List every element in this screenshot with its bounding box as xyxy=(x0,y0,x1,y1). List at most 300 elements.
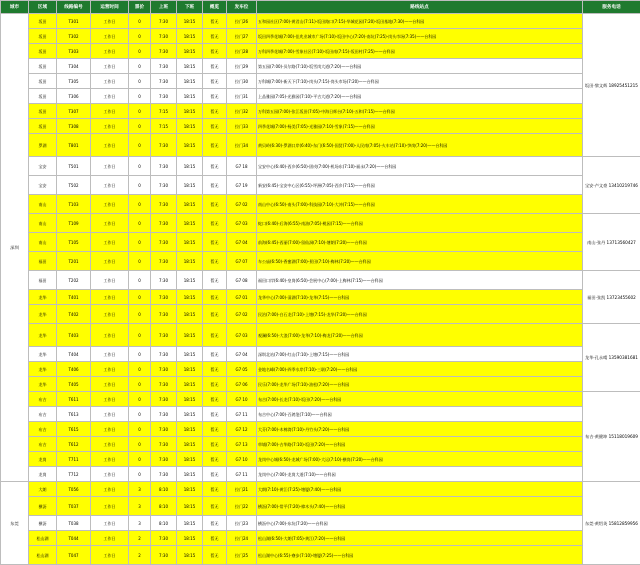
pm-cell: 18:15 xyxy=(177,377,203,392)
days-cell: 工作日 xyxy=(91,233,129,252)
table-row xyxy=(1,422,640,437)
contact-cell: 福田·张凯 13723455602 xyxy=(583,271,640,324)
line-cell: T406 xyxy=(57,362,91,377)
route-cell: 龙华中心(7:00)-清湖(7:10)-龙华(7:15)——台科园 xyxy=(257,290,583,305)
slot-cell: G7 07 xyxy=(227,252,257,271)
fare-cell: 0 xyxy=(129,89,151,104)
table-row xyxy=(1,14,640,29)
area-cell: 龙华 xyxy=(29,290,57,305)
slot-cell: 拉门21 xyxy=(227,482,257,497)
slot-cell: G7 10 xyxy=(227,452,257,467)
days-cell: 工作日 xyxy=(91,497,129,516)
pm-cell: 18:15 xyxy=(177,407,203,422)
status-cell: 暂无 xyxy=(203,157,227,176)
line-cell: T105 xyxy=(57,233,91,252)
header-line: 线路编号 xyxy=(57,1,91,14)
pm-cell: 18:15 xyxy=(177,467,203,482)
header-status: 概览 xyxy=(203,1,227,14)
route-cell: 前海(6:45)-西丽(7:00)-留仙洞(7:10)-塘朗(7:20)——台科园 xyxy=(257,233,583,252)
route-cell: 大朗(7:10)-黄江(7:25)-塘厦(7:40)——台科园 xyxy=(257,482,583,497)
slot-cell: 拉门24 xyxy=(227,531,257,546)
table-row xyxy=(1,176,640,195)
city-cell: 深圳 xyxy=(1,14,29,482)
route-cell: 龙岗中心(7:00)-龙岗大道(7:10)——台科园 xyxy=(257,467,583,482)
area-cell: 宝安 xyxy=(29,176,57,195)
fare-cell: 0 xyxy=(129,407,151,422)
days-cell: 工作日 xyxy=(91,89,129,104)
slot-cell: 拉门34 xyxy=(227,134,257,157)
area-cell: 龙华 xyxy=(29,324,57,347)
table-row xyxy=(1,531,640,546)
fare-cell: 0 xyxy=(129,252,151,271)
fare-cell: 0 xyxy=(129,214,151,233)
area-cell: 龙岗 xyxy=(29,452,57,467)
line-cell: T611 xyxy=(57,392,91,407)
fare-cell: 0 xyxy=(129,392,151,407)
table-row xyxy=(1,377,640,392)
days-cell: 工作日 xyxy=(91,214,129,233)
slot-cell: 拉门27 xyxy=(227,29,257,44)
status-cell: 暂无 xyxy=(203,347,227,362)
slot-cell: 拉门33 xyxy=(227,119,257,134)
slot-cell: 拉门31 xyxy=(227,89,257,104)
area-cell: 松山湖 xyxy=(29,531,57,546)
am-cell: 7:30 xyxy=(151,233,177,252)
fare-cell: 0 xyxy=(129,104,151,119)
pm-cell: 18:15 xyxy=(177,195,203,214)
line-cell: T501 xyxy=(57,157,91,176)
status-cell: 暂无 xyxy=(203,497,227,516)
area-cell: 坂田 xyxy=(29,89,57,104)
table-row xyxy=(1,157,640,176)
days-cell: 工作日 xyxy=(91,119,129,134)
slot-cell: G7 06 xyxy=(227,377,257,392)
line-cell: T044 xyxy=(57,531,91,546)
pm-cell: 18:15 xyxy=(177,29,203,44)
fare-cell: 0 xyxy=(129,324,151,347)
header-fare: 票价 xyxy=(129,1,151,14)
slot-cell: 拉门30 xyxy=(227,74,257,89)
status-cell: 暂无 xyxy=(203,195,227,214)
status-cell: 暂无 xyxy=(203,516,227,531)
area-cell: 龙华 xyxy=(29,347,57,362)
status-cell: 暂无 xyxy=(203,290,227,305)
fare-cell: 0 xyxy=(129,362,151,377)
area-cell: 坂田 xyxy=(29,44,57,59)
status-cell: 暂无 xyxy=(203,271,227,290)
table-row xyxy=(1,467,640,482)
route-cell: 布吉中心(7:00)-百鸽笼(7:10)——台科园 xyxy=(257,407,583,422)
table-row xyxy=(1,497,640,516)
status-cell: 暂无 xyxy=(203,214,227,233)
line-cell: T038 xyxy=(57,516,91,531)
fare-cell: 0 xyxy=(129,44,151,59)
fare-cell: 0 xyxy=(129,290,151,305)
am-cell: 7:30 xyxy=(151,89,177,104)
area-cell: 布吉 xyxy=(29,437,57,452)
area-cell: 大朗 xyxy=(29,482,57,497)
days-cell: 工作日 xyxy=(91,324,129,347)
table-row xyxy=(1,214,640,233)
am-cell: 7:30 xyxy=(151,362,177,377)
pm-cell: 18:15 xyxy=(177,497,203,516)
fare-cell: 2 xyxy=(129,531,151,546)
line-cell: T613 xyxy=(57,407,91,422)
area-cell: 布吉 xyxy=(29,392,57,407)
route-cell: 南山中心(6:50)-南头(7:00)-科技园(7:10)-大冲(7:15)——台科园 xyxy=(257,195,583,214)
line-cell: T103 xyxy=(57,195,91,214)
days-cell: 工作日 xyxy=(91,44,129,59)
pm-cell: 18:15 xyxy=(177,233,203,252)
days-cell: 工作日 xyxy=(91,74,129,89)
slot-cell: G7 08 xyxy=(227,271,257,290)
header-days: 运营时间 xyxy=(91,1,129,14)
am-cell: 7:30 xyxy=(151,59,177,74)
line-cell: T612 xyxy=(57,437,91,452)
route-cell: 宝安中心(6:40)-西乡(6:50)-固戍(7:00)-机场东(7:10)-福永(7:20)——台科园 xyxy=(257,157,583,176)
route-cell: 龙岗中心城(6:50)-龙城广场(7:00)-大运(7:10)-横岗(7:20)——台科园 xyxy=(257,452,583,467)
table-row xyxy=(1,324,640,347)
line-cell: T047 xyxy=(57,546,91,565)
area-cell: 坂田 xyxy=(29,59,57,74)
days-cell: 工作日 xyxy=(91,104,129,119)
pm-cell: 18:15 xyxy=(177,214,203,233)
am-cell: 7:30 xyxy=(151,44,177,59)
fare-cell: 0 xyxy=(129,119,151,134)
days-cell: 工作日 xyxy=(91,252,129,271)
fare-cell: 0 xyxy=(129,29,151,44)
days-cell: 工作日 xyxy=(91,271,129,290)
days-cell: 工作日 xyxy=(91,407,129,422)
slot-cell: G7 02 xyxy=(227,195,257,214)
am-cell: 7:30 xyxy=(151,546,177,565)
table-row xyxy=(1,271,640,290)
area-cell: 松山湖 xyxy=(29,546,57,565)
slot-cell: 拉门26 xyxy=(227,14,257,29)
fare-cell: 0 xyxy=(129,305,151,324)
status-cell: 暂无 xyxy=(203,176,227,195)
route-cell: 五和园社区(7:00)-黄君山(7:11)-坂田路口(7:15)-华城花园(7:20)-坂田基地(7:30)——台科园 xyxy=(257,14,583,29)
route-cell: 松山湖(6:50)-大朗(7:05)-黄江(7:20)——台科园 xyxy=(257,531,583,546)
fare-cell: 0 xyxy=(129,233,151,252)
table-row xyxy=(1,29,640,44)
line-cell: T402 xyxy=(57,305,91,324)
line-cell: T056 xyxy=(57,482,91,497)
fare-cell: 0 xyxy=(129,271,151,290)
schedule-body xyxy=(1,14,640,565)
line-cell: T201 xyxy=(57,252,91,271)
days-cell: 工作日 xyxy=(91,176,129,195)
route-cell: 布吉(7:00)-长龙(7:10)-坂田(7:20)——台科园 xyxy=(257,392,583,407)
fare-cell: 0 xyxy=(129,134,151,157)
table-row xyxy=(1,362,640,377)
fare-cell: 2 xyxy=(129,546,151,565)
area-cell: 坂田 xyxy=(29,29,57,44)
days-cell: 工作日 xyxy=(91,157,129,176)
status-cell: 暂无 xyxy=(203,422,227,437)
line-cell: T404 xyxy=(57,347,91,362)
route-cell: 民治(7:00)-白石龙(7:10)-上塘(7:15)-龙华(7:20)——台科园 xyxy=(257,305,583,324)
am-cell: 7:30 xyxy=(151,29,177,44)
am-cell: 7:30 xyxy=(151,407,177,422)
pm-cell: 18:15 xyxy=(177,89,203,104)
pm-cell: 18:15 xyxy=(177,59,203,74)
header-row xyxy=(1,1,640,14)
fare-cell: 0 xyxy=(129,157,151,176)
table-row xyxy=(1,59,640,74)
area-cell: 南山 xyxy=(29,195,57,214)
area-cell: 龙岗 xyxy=(29,467,57,482)
route-cell: 车公庙(6:50)-香蜜湖(7:00)-景田(7:10)-梅林(7:20)——台科园 xyxy=(257,252,583,271)
days-cell: 工作日 xyxy=(91,29,129,44)
status-cell: 暂无 xyxy=(203,74,227,89)
status-cell: 暂无 xyxy=(203,119,227,134)
slot-cell: 拉门32 xyxy=(227,104,257,119)
line-cell: T302 xyxy=(57,29,91,44)
am-cell: 7:30 xyxy=(151,305,177,324)
route-cell: 第五园(7:00)-贝尔路(7:10)-坂雪岗大道(7:20)——台科园 xyxy=(257,59,583,74)
area-cell: 坂田 xyxy=(29,14,57,29)
status-cell: 暂无 xyxy=(203,14,227,29)
contact-cell: 南山·张丹 13713560427 xyxy=(583,214,640,271)
line-cell: T405 xyxy=(57,377,91,392)
route-cell: 万科城(7:00)-新天下(7:10)-岗头(7:15)-岗头市场(7:20)——台科园 xyxy=(257,74,583,89)
pm-cell: 18:15 xyxy=(177,44,203,59)
slot-cell: G7 12 xyxy=(227,422,257,437)
header-contact: 服务电话 xyxy=(583,1,640,14)
area-cell: 南山 xyxy=(29,233,57,252)
days-cell: 工作日 xyxy=(91,467,129,482)
am-cell: 7:30 xyxy=(151,290,177,305)
table-row xyxy=(1,452,640,467)
contact-cell: 坂田·黎文辉 18925451215 xyxy=(583,14,640,157)
header-am: 上班 xyxy=(151,1,177,14)
am-cell: 7:30 xyxy=(151,422,177,437)
route-cell: 蛇口(6:40)-后海(6:55)-南油(7:05)-桃园(7:15)——台科园 xyxy=(257,214,583,233)
area-cell: 坂田 xyxy=(29,119,57,134)
contact-cell: 龙华·孔永晴 13590381681 xyxy=(583,324,640,392)
status-cell: 暂无 xyxy=(203,377,227,392)
slot-cell: G7 04 xyxy=(227,233,257,252)
area-cell: 龙华 xyxy=(29,377,57,392)
fare-cell: 3 xyxy=(129,497,151,516)
pm-cell: 18:15 xyxy=(177,14,203,29)
am-cell: 7:30 xyxy=(151,531,177,546)
table-row xyxy=(1,437,640,452)
line-cell: T307 xyxy=(57,104,91,119)
area-cell: 龙华 xyxy=(29,305,57,324)
days-cell: 工作日 xyxy=(91,14,129,29)
route-cell: 观澜(6:50)-大浪(7:00)-龙华(7:10)-梅龙(7:20)——台科园 xyxy=(257,324,583,347)
fare-cell: 0 xyxy=(129,437,151,452)
slot-cell: G7 04 xyxy=(227,347,257,362)
status-cell: 暂无 xyxy=(203,59,227,74)
table-row xyxy=(1,392,640,407)
table-row xyxy=(1,407,640,422)
days-cell: 工作日 xyxy=(91,347,129,362)
header-slot: 发车位 xyxy=(227,1,257,14)
days-cell: 工作日 xyxy=(91,516,129,531)
status-cell: 暂无 xyxy=(203,134,227,157)
route-cell: 新安(6:45)-宝安中心区(6:55)-坪洲(7:05)-西乡(7:15)——台科园 xyxy=(257,176,583,195)
fare-cell: 0 xyxy=(129,467,151,482)
fare-cell: 0 xyxy=(129,347,151,362)
route-cell: 松山湖中心(6:55)-寮步(7:10)-塘厦(7:25)——台科园 xyxy=(257,546,583,565)
pm-cell: 18:15 xyxy=(177,362,203,377)
fare-cell: 0 xyxy=(129,176,151,195)
am-cell: 7:30 xyxy=(151,134,177,157)
pm-cell: 18:15 xyxy=(177,104,203,119)
am-cell: 7:30 xyxy=(151,252,177,271)
table-row xyxy=(1,233,640,252)
line-cell: T711 xyxy=(57,452,91,467)
pm-cell: 18:15 xyxy=(177,290,203,305)
am-cell: 7:30 xyxy=(151,377,177,392)
am-cell: 7:30 xyxy=(151,14,177,29)
fare-cell: 0 xyxy=(129,59,151,74)
line-cell: T403 xyxy=(57,324,91,347)
status-cell: 暂无 xyxy=(203,89,227,104)
status-cell: 暂无 xyxy=(203,324,227,347)
slot-cell: G7 02 xyxy=(227,305,257,324)
line-cell: T615 xyxy=(57,422,91,437)
line-cell: T109 xyxy=(57,214,91,233)
route-cell: 草埔(7:00)-吉华路(7:10)-坂田(7:20)——台科园 xyxy=(257,437,583,452)
line-cell: T303 xyxy=(57,44,91,59)
days-cell: 工作日 xyxy=(91,362,129,377)
days-cell: 工作日 xyxy=(91,59,129,74)
pm-cell: 18:15 xyxy=(177,347,203,362)
route-cell: 横沥中心(7:00)-东坑(7:20)——台科园 xyxy=(257,516,583,531)
status-cell: 暂无 xyxy=(203,252,227,271)
status-cell: 暂无 xyxy=(203,44,227,59)
fare-cell: 0 xyxy=(129,422,151,437)
status-cell: 暂无 xyxy=(203,546,227,565)
status-cell: 暂无 xyxy=(203,531,227,546)
route-cell: 上品雅园(7:05)-光雅园(7:10)-平吉大道(7:20)——台科园 xyxy=(257,89,583,104)
days-cell: 工作日 xyxy=(91,290,129,305)
area-cell: 南山 xyxy=(29,214,57,233)
table-row xyxy=(1,119,640,134)
header-city: 城市 xyxy=(1,1,29,14)
table-row xyxy=(1,347,640,362)
pm-cell: 18:15 xyxy=(177,324,203,347)
pm-cell: 18:15 xyxy=(177,392,203,407)
contact-cell: 东莞·黄绍英 15812859956 xyxy=(583,482,640,565)
am-cell: 7:30 xyxy=(151,271,177,290)
am-cell: 7:30 xyxy=(151,214,177,233)
am-cell: 8:10 xyxy=(151,497,177,516)
table-row xyxy=(1,305,640,324)
slot-cell: G7 11 xyxy=(227,467,257,482)
area-cell: 坂田 xyxy=(29,104,57,119)
slot-cell: 拉门25 xyxy=(227,546,257,565)
status-cell: 暂无 xyxy=(203,233,227,252)
table-row xyxy=(1,89,640,104)
route-cell: 金地名峰(7:00)-四季水岸(7:10)-三联(7:20)——台科园 xyxy=(257,362,583,377)
pm-cell: 18:15 xyxy=(177,482,203,497)
days-cell: 工作日 xyxy=(91,305,129,324)
slot-cell: 拉门22 xyxy=(227,497,257,516)
fare-cell: 3 xyxy=(129,482,151,497)
status-cell: 暂无 xyxy=(203,437,227,452)
pm-cell: 18:15 xyxy=(177,252,203,271)
area-cell: 布吉 xyxy=(29,422,57,437)
route-cell: 万科四季花城(7:00)-雪象社区(7:10)-坂田南(7:15)-坂田村(7:25)——台科园 xyxy=(257,44,583,59)
line-cell: T502 xyxy=(57,176,91,195)
pm-cell: 18:15 xyxy=(177,531,203,546)
days-cell: 工作日 xyxy=(91,134,129,157)
days-cell: 工作日 xyxy=(91,546,129,565)
route-cell: 万科第五园(7:00)-张江坂田(7:05)-中海日辉台(7:10)-五和(7:15)——台科园 xyxy=(257,104,583,119)
header-route: 路线站点 xyxy=(257,1,583,14)
days-cell: 工作日 xyxy=(91,392,129,407)
line-cell: T308 xyxy=(57,119,91,134)
table-row xyxy=(1,104,640,119)
area-cell: 龙华 xyxy=(29,362,57,377)
pm-cell: 18:15 xyxy=(177,271,203,290)
days-cell: 工作日 xyxy=(91,531,129,546)
pm-cell: 18:15 xyxy=(177,452,203,467)
pm-cell: 18:15 xyxy=(177,157,203,176)
pm-cell: 18:15 xyxy=(177,176,203,195)
am-cell: 8:10 xyxy=(151,516,177,531)
am-cell: 7:30 xyxy=(151,347,177,362)
route-cell: 深圳北站(7:00)-红山(7:10)-上塘(7:15)——台科园 xyxy=(257,347,583,362)
route-cell: 福田口岸(6:40)-皇岗(6:50)-会展中心(7:00)-上梅林(7:15)——台科园 xyxy=(257,271,583,290)
slot-cell: G7 10 xyxy=(227,392,257,407)
status-cell: 暂无 xyxy=(203,467,227,482)
am-cell: 7:30 xyxy=(151,392,177,407)
slot-cell: 拉门23 xyxy=(227,516,257,531)
status-cell: 暂无 xyxy=(203,362,227,377)
slot-cell: G7 19 xyxy=(227,176,257,195)
am-cell: 7:30 xyxy=(151,437,177,452)
area-cell: 横沥 xyxy=(29,497,57,516)
contact-cell: 宝安·卢文豪 13410219746 xyxy=(583,157,640,214)
city-cell: 东莞 xyxy=(1,482,29,565)
slot-cell: G7 03 xyxy=(227,214,257,233)
pm-cell: 18:15 xyxy=(177,305,203,324)
area-cell: 坂田 xyxy=(29,74,57,89)
header-area: 区域 xyxy=(29,1,57,14)
area-cell: 布吉 xyxy=(29,407,57,422)
slot-cell: G7 01 xyxy=(227,290,257,305)
line-cell: T305 xyxy=(57,74,91,89)
fare-cell: 0 xyxy=(129,377,151,392)
slot-cell: G7 13 xyxy=(227,437,257,452)
pm-cell: 18:15 xyxy=(177,437,203,452)
pm-cell: 18:15 xyxy=(177,422,203,437)
fare-cell: 3 xyxy=(129,516,151,531)
area-cell: 宝安 xyxy=(29,157,57,176)
am-cell: 7:15 xyxy=(151,119,177,134)
table-row xyxy=(1,134,640,157)
table-row xyxy=(1,546,640,565)
days-cell: 工作日 xyxy=(91,437,129,452)
pm-cell: 18:15 xyxy=(177,516,203,531)
pm-cell: 18:15 xyxy=(177,74,203,89)
fare-cell: 0 xyxy=(129,195,151,214)
line-cell: T301 xyxy=(57,14,91,29)
table-row xyxy=(1,516,640,531)
area-cell: 罗湖 xyxy=(29,134,57,157)
status-cell: 暂无 xyxy=(203,29,227,44)
route-cell: 坂田四季花城(7:00)-佳兆业城市广场(7:10)-坂田中心(7:20)-南坑(7:25)-岗头市场(7:35)——台科园 xyxy=(257,29,583,44)
line-cell: T304 xyxy=(57,59,91,74)
status-cell: 暂无 xyxy=(203,305,227,324)
pm-cell: 18:15 xyxy=(177,134,203,157)
